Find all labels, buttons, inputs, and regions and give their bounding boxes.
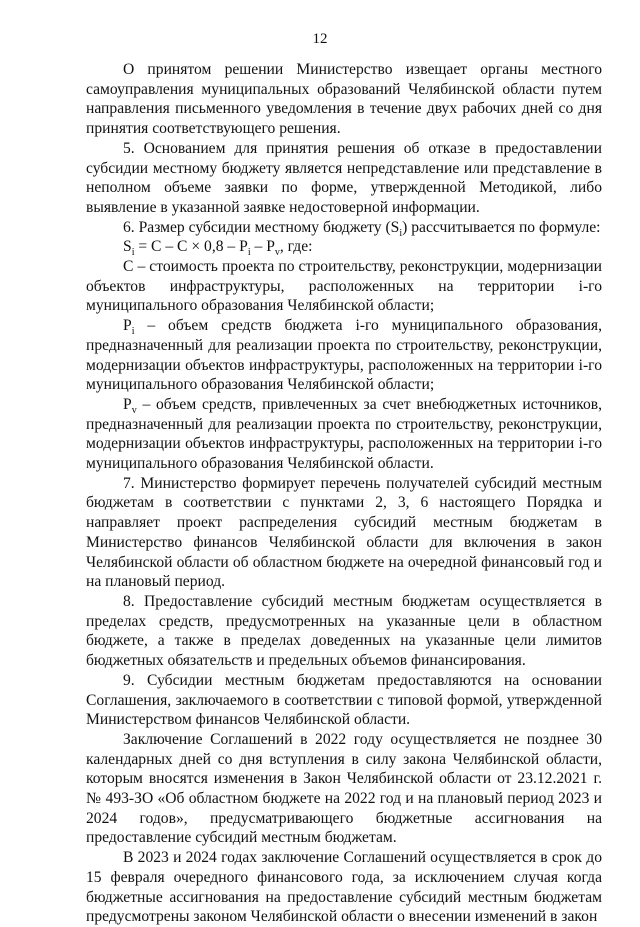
definition-pv [86, 395, 602, 474]
paragraph-6-subscript: i [399, 227, 403, 239]
paragraph-6-text-start: 6. Размер субсидии местному бюджету (S [123, 218, 400, 236]
subsidy-formula [86, 237, 602, 257]
formula-s: S [123, 238, 132, 256]
formula-v-subscript: v [274, 247, 280, 259]
definition-pi [86, 316, 602, 395]
definition-c: С – стоимость проекта по строительству, реконструкции, модернизации объектов инфраструктуры, расположенных на территории i-го муниципального образования Челябинской области; [86, 258, 602, 315]
document-body [86, 60, 602, 927]
definition-pi-symbol: Р [123, 317, 132, 335]
paragraph-9-agreement: 9. Субсидии местным бюджетам предоставляются на основании Соглашения, заключаемого в соответствии с типовой формой, утвержденной Министерством финансов Челябинской области. [86, 671, 602, 729]
formula-tail: , где: [279, 238, 313, 256]
formula-middle: = С – С × 0,8 – Р [134, 238, 248, 256]
paragraph-6-subsidy-size [86, 218, 602, 238]
formula-minus-pv: – Р [250, 238, 275, 256]
definition-pv-symbol: Р [123, 395, 132, 413]
definition-pv-subscript: v [131, 405, 137, 417]
paragraph-7-recipients-list: 7. Министерство формирует перечень получателей субсидий местным бюджетам в соответствии с пунктами 2, 3, 6 настоящего Порядка и направляет проект распределения субсидий местным бюджетам в Министерство финансов Челябинской области для включения в закон Челябинской области об областном бюджете на очередной финансовый год и на плановый период. [86, 474, 602, 591]
page-number: 12 [312, 31, 328, 47]
definition-pi-subscript: i [131, 326, 135, 338]
paragraph-agreements-2022: Заключение Соглашений в 2022 году осуществляется не позднее 30 календарных дней со дня вступления в силу закона Челябинской области, которым вносятся изменения в Закон Челябинской области от 23.12.2021 г. № 493-ЗО «Об областном бюджете на 2022 год и на плановый период 2023 и 2024 годов», предусматривающего бюджетные ассигнования на предоставление субсидий местным бюджетам. [86, 730, 602, 847]
definition-pv-text: – объем средств, привлеченных за счет внебюджетных источников, предназначенный для реализации проекта по строительству, реконструкции, модернизации объектов инфраструктуры, расположенных на территории i-го муниципального образования Челябинской области. [86, 395, 602, 473]
paragraph-8-provision-limits: 8. Предоставление субсидий местным бюджетам осуществляется в пределах средств, предусмотренных на указанные цели в областном бюджете, а также в пределах доведенных на указанные цели лимитов бюджетных обязательств и предельных объемов финансирования. [86, 592, 602, 670]
paragraph-agreements-2023-2024: В 2023 и 2024 годах заключение Соглашений осуществляется в срок до 15 февраля очередного финансового года, за исключением случая когда бюджетные ассигнования на предоставление субсидий местным бюджетам предусмотрены законом Челябинской области о внесении изменений в закон [86, 849, 602, 926]
paragraph-decision-notice: О принятом решении Министерство извещает органы местного самоуправления муниципальных образований Челябинской области путем направления письменного уведомления в течение двух рабочих дней со дня принятия соответствующего решения. [86, 61, 602, 138]
paragraph-5-refusal-grounds: 5. Основанием для принятия решения об отказе в предоставлении субсидии местному бюджету является непредставление или представление в неполном объеме заявки по форме, утвержденной Методикой, либо выявление в указанной заявке недостоверной информации. [86, 139, 602, 216]
definition-pi-text: – объем средств бюджета i-го муниципального образования, предназначенный для реализации проекта по строительству, реконструкции, модернизации объектов инфраструктуры, расположенных на территории i-го муниципального образования Челябинской области; [86, 317, 602, 394]
formula-p-subscript: i [247, 247, 251, 259]
paragraph-6-text-end: ) рассчитывается по формуле: [402, 218, 601, 236]
formula-s-subscript: i [131, 247, 135, 259]
